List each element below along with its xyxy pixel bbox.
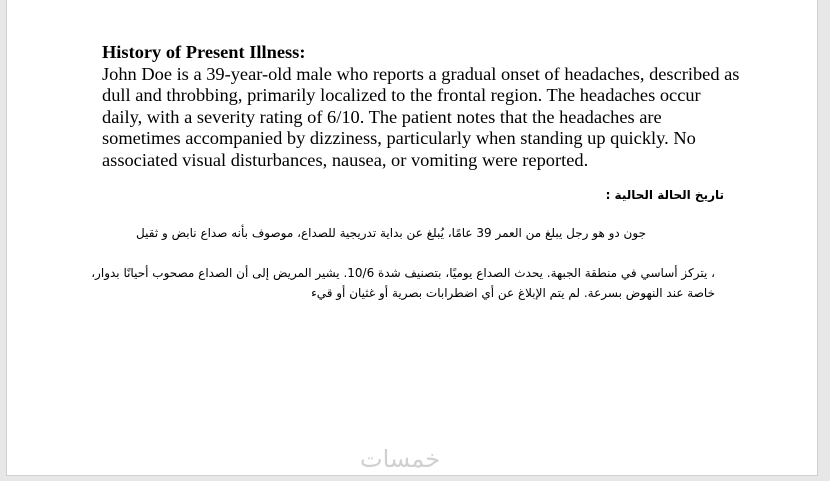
arabic-paragraph-2: ، يتركز أساسي في منطقة الجبهة. يحدث الصداع يوميًا، بتصنيف شدة 10/6. يشير المريض إلى أن الصداع مصحوب أحيانًا بدوار، خاصة عند النهوض بسرعة. لم يتم الإبلاغ عن أي اضطرابات بصرية أو غثيان أو قيء (91, 266, 715, 300)
document-page (6, 0, 818, 476)
watermark-logo: خمسات (360, 445, 441, 473)
english-paragraph: John Doe is a 39-year-old male who reports a gradual onset of headaches, described as dull and throbbing, primarily localized to the frontal region. The headaches occur daily, with a severity rating of 6/10. The patient notes that the headaches are sometimes accompanied by dizziness, particularly when standing up quickly. No associated visual disturbances, nausea, or vomiting were reported. (102, 63, 740, 170)
english-heading: History of Present Illness: (102, 42, 306, 62)
arabic-paragraph-1: جون دو هو رجل يبلغ من العمر 39 عامًا، يُبلغ عن بداية تدريجية للصداع، موصوف بأنه صداع نابض و ثقيل (136, 226, 646, 240)
arabic-heading: تاريخ الحالة الحالية : (605, 188, 724, 202)
english-section (102, 42, 742, 172)
